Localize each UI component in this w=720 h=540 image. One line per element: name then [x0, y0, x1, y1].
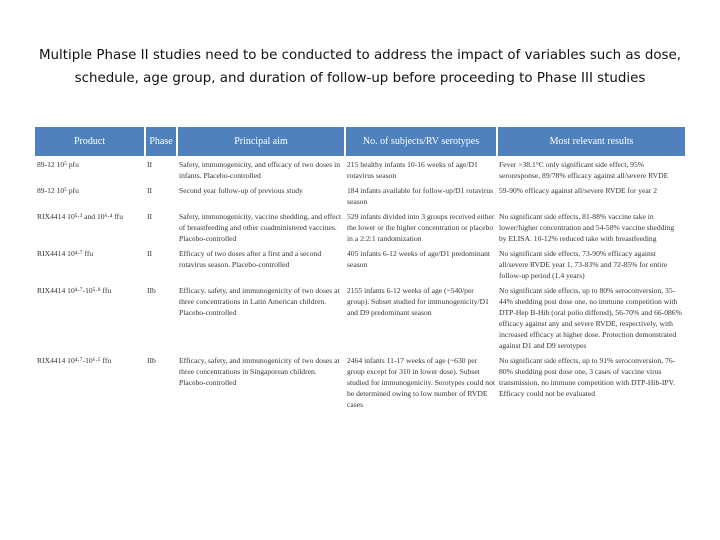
cell-subjects: 529 infants divided into 3 groups received either the lower or the higher concentration or placebo in a 2:2:1 randomization — [347, 212, 495, 243]
cell-principal-aim: Second year follow-up of previous study — [179, 186, 303, 195]
cell-subjects: 2155 infants 6-12 weeks of age (~540/per group). Subset studied for immunogenicity/D1 and D9 predominant season — [347, 286, 489, 317]
slide-title — [20, 44, 700, 90]
header-subjects-serotypes: No. of subjects/RV serotypes — [345, 127, 497, 156]
cell-product: RIX4414 10⁴·⁷-10⁶·⁵ ffu — [37, 356, 112, 365]
header-product: Product — [35, 127, 145, 156]
cell-phase: IIb — [147, 286, 156, 295]
cell-subjects: 215 healthy infants 10-16 weeks of age/D1 rotavirus season — [347, 160, 478, 180]
table-row — [35, 184, 685, 210]
cell-results: No significant side effects, 73-90% efficacy against all/severe RVDE year 1, 73-83% and 72-85% for entire follow-up period (1.4 years) — [499, 249, 668, 280]
table-row — [35, 284, 685, 354]
table-row — [35, 247, 685, 284]
cell-phase: II — [147, 249, 153, 258]
cell-phase: II — [147, 186, 153, 195]
cell-subjects: 184 infants available for follow-up/D1 rotavirus season — [347, 186, 494, 206]
cell-results: Fever >38.1°C only significant side effect, 95% seroresponse, 89/78% efficacy against all/severe RVDE — [499, 160, 669, 180]
table-row — [35, 156, 685, 184]
header-most-relevant-results: Most relevant results — [497, 127, 685, 156]
header-principal-aim: Principal aim — [177, 127, 345, 156]
cell-phase: II — [147, 160, 153, 169]
cell-product: 89-12 10⁵ pfu — [37, 186, 79, 195]
table-row — [35, 354, 685, 413]
cell-principal-aim: Efficacy, safety, and immunogenicity of two doses at three concentrations in Latin American children. Placebo-controlled — [179, 286, 340, 317]
slide-title-line-1: Multiple Phase II studies need to be conducted to address the impact of variables such as dose, — [38, 48, 682, 63]
phase-ii-studies-table — [35, 127, 685, 413]
table-header-row — [35, 127, 685, 156]
cell-product: 89-12 10⁵ pfu — [37, 160, 79, 169]
cell-product: RIX4414 10⁴·⁷ ffu — [37, 249, 94, 258]
cell-results: No significant side effects, 81-88% vaccine take in lower/higher concentration and 54-58% vaccine shedding by ELISA. 10-12% reduced take with breastfeeding — [499, 212, 675, 243]
cell-principal-aim: Safety, immunogenicity, and efficacy of two doses in infants. Placebo-controlled — [179, 160, 341, 180]
cell-phase: IIb — [147, 356, 156, 365]
cell-principal-aim: Efficacy of two doses after a first and a second rotavirus season. Placebo-controlled — [179, 249, 322, 269]
table-row — [35, 210, 685, 247]
header-phase: Phase — [145, 127, 177, 156]
cell-results: No significant side effects, up to 80% seroconversion, 35-44% shedding post dose one, no immune competition with DTP-Hep B-Hib (oral polio differed), 56-70% and 66-086% efficacy against any and severe RVDE, respectively, with increased efficacy at higher dose. Protection demonstrated against D1 and D9 serotypes — [499, 286, 682, 350]
cell-product: RIX4414 10⁵·³ and 10⁶·⁴ ffu — [37, 212, 124, 221]
cell-phase: II — [147, 212, 153, 221]
cell-results: 59-90% efficacy against all/severe RVDE for year 2 — [499, 186, 658, 195]
cell-product: RIX4414 10⁴·⁷-10⁵·⁸ ffu — [37, 286, 112, 295]
cell-principal-aim: Safety, immunogenicity, vaccine shedding, and effect of breastfeeding and other coadministered vaccines. Placebo-controlled — [179, 212, 342, 243]
slide-title-line-2: schedule, age group, and duration of follow-up before proceeding to Phase III studies — [74, 71, 646, 86]
cell-subjects: 2464 infants 11-17 weeks of age (~630 per group except for 310 in lower dose). Subset studied for immunogenicity. Serotypes could not be determined owing to low number of RVDE cases — [347, 356, 495, 409]
cell-results: No significant side effects, up to 91% seroconversion, 76-80% shedding post dose one, 3 cases of vaccine virus transmission, no immune competition with DTP-Hib-IPV. Efficacy could not be evaluated — [499, 356, 676, 398]
cell-principal-aim: Efficacy, safety, and immunogenicity of two doses at three concentrations in Singaporean children. Placebo-controlled — [179, 356, 340, 387]
cell-subjects: 405 infants 6-12 weeks of age/D1 predominant season — [347, 249, 490, 269]
